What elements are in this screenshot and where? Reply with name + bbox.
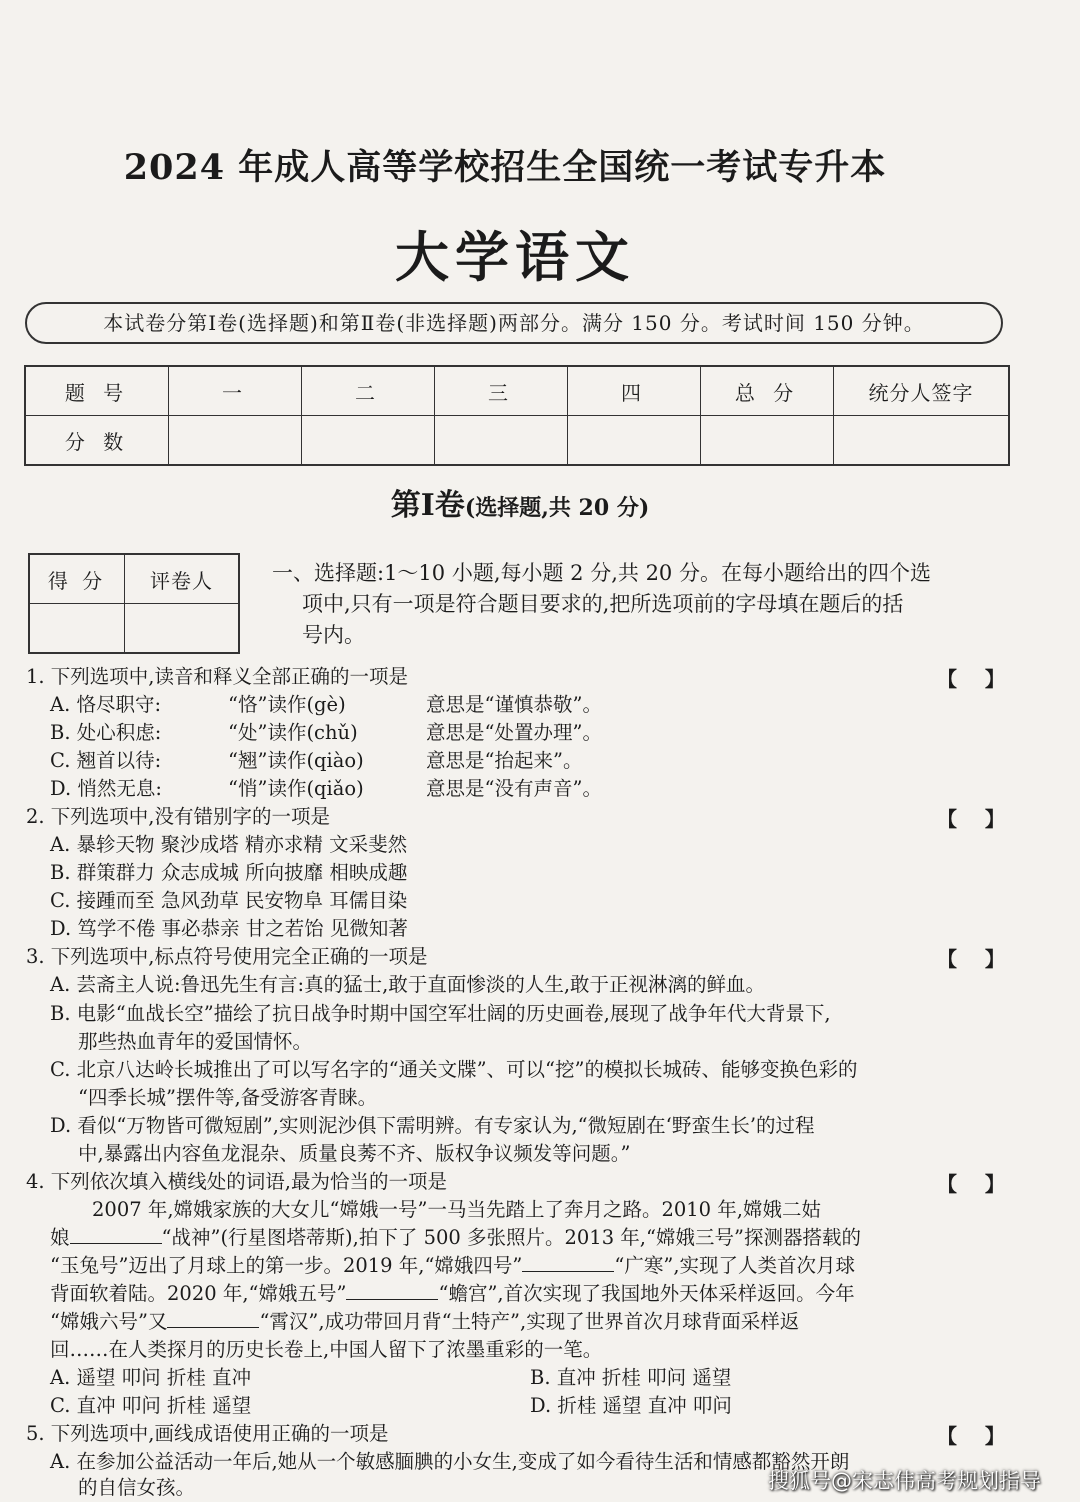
q4-answer-bracket[interactable]: 【 】 (937, 1172, 1005, 1196)
score-input-2[interactable] (302, 416, 435, 466)
q4-stem: 4. 下列依次填入横线处的词语,最为恰当的一项是 (26, 1170, 448, 1193)
q4-passage-line3: “玉兔号”迈出了月球上的第一步。2019 年,“嫦娥四号” “广寒”,实现了人类首次月球 (50, 1254, 856, 1277)
q4-passage-line6: 回……在人类探月的历史长卷上,中国人留下了浓墨重彩的一笔。 (50, 1338, 603, 1361)
q4-blank-4[interactable] (167, 1309, 259, 1328)
score-cell-signature: 统分人签字 (834, 366, 1010, 416)
grader-reviewer-label: 评卷人 (125, 554, 240, 604)
q5-option-a-line1: A. 在参加公益活动一年后,她从一个敏感腼腆的小女生,变成了如今看待生活和情感都豁然开朗 (50, 1450, 850, 1473)
q1-option-d: D. 悄然无息: “悄”读作(qiǎo) 意思是“没有声音”。 (50, 777, 602, 800)
q5-option-a-line2: 的自信女孩。 (78, 1476, 196, 1499)
part-title-main: 第Ⅰ卷 (390, 488, 465, 523)
q5-stem: 5. 下列选项中,画线成语使用正确的一项是 (26, 1422, 389, 1445)
q2-option-d: D. 笃学不倦 事必恭亲 甘之若饴 见微知著 (50, 917, 408, 940)
q2-answer-bracket[interactable]: 【 】 (937, 807, 1005, 831)
q4-passage-line1: 2007 年,嫦娥家族的大女儿“嫦娥一号”一马当先踏上了奔月之路。2010 年,嫦娥二姑 (92, 1198, 821, 1221)
score-input-signature[interactable] (834, 416, 1010, 466)
q2-option-b: B. 群策群力 众志成城 所向披靡 相映成趣 (50, 861, 408, 884)
score-input-1[interactable] (169, 416, 302, 466)
score-cell-col3: 三 (435, 366, 568, 416)
q3-option-b-line2: 那些热血青年的爱国情怀。 (78, 1030, 313, 1053)
score-table (24, 365, 1010, 466)
q4-option-b: B. 直冲 折桂 叩问 遥望 (530, 1366, 732, 1389)
section-line-2: 项中,只有一项是符合题目要求的,把所选项前的字母填在题后的括 (302, 592, 904, 616)
score-cell-col4: 四 (568, 366, 701, 416)
q1-option-a: A. 恪尽职守: “恪”读作(gè) 意思是“谨慎恭敬”。 (50, 693, 602, 716)
q2-stem: 2. 下列选项中,没有错别字的一项是 (26, 805, 331, 828)
q3-option-d-line1: D. 看似“万物皆可微短剧”,实则泥沙俱下需明辨。有专家认为,“微短剧在‘野蛮生长’的过程 (50, 1114, 815, 1137)
q2-option-a: A. 暴轸天物 聚沙成塔 精亦求精 文采斐然 (50, 833, 408, 856)
q4-passage-line5: “嫦娥六号”又 “霄汉”,成功带回月背“土特产”,实现了世界首次月球背面采样返 (50, 1310, 800, 1333)
q2-option-c: C. 接踵而至 急风劲草 民安物阜 耳儒目染 (50, 889, 408, 912)
grader-score-label: 得 分 (29, 554, 125, 604)
q4-blank-2[interactable] (522, 1253, 614, 1272)
section-line-1: 一、选择题:1～10 小题,每小题 2 分,共 20 分。在每小题给出的四个选 (272, 561, 931, 585)
q4-blank-1[interactable] (70, 1225, 162, 1244)
exam-notice: 本试卷分第Ⅰ卷(选择题)和第Ⅱ卷(非选择题)两部分。满分 150 分。考试时间 150 分钟。 (25, 302, 1003, 344)
q3-option-c-line1: C. 北京八达岭长城推出了可以写名字的“通关文牒”、可以“挖”的模拟长城砖、能够变换色彩的 (50, 1058, 858, 1081)
q1-answer-bracket[interactable]: 【 】 (937, 667, 1005, 691)
q4-option-a: A. 遥望 叩问 折桂 直冲 (50, 1366, 252, 1389)
q3-option-b-line1: B. 电影“血战长空”描绘了抗日战争时期中国空军壮阔的历史画卷,展现了战争年代大背景下, (50, 1002, 831, 1025)
score-input-4[interactable] (568, 416, 701, 466)
score-table-header-row (25, 366, 1009, 416)
grader-table (28, 553, 240, 654)
grader-reviewer-input[interactable] (125, 604, 240, 654)
q3-answer-bracket[interactable]: 【 】 (937, 947, 1005, 971)
score-cell-col2: 二 (302, 366, 435, 416)
section-line-3: 号内。 (302, 623, 365, 647)
q4-passage-line4: 背面软着陆。2020 年,“嫦娥五号” “蟾宫”,首次实现了我国地外天体采样返回。今年 (50, 1282, 855, 1305)
part-title (0, 480, 1040, 524)
q1-option-c: C. 翘首以待: “翘”读作(qiào) 意思是“抬起来”。 (50, 749, 583, 772)
score-table-value-row (25, 416, 1009, 466)
score-cell-label: 题 号 (25, 366, 169, 416)
subject-title: 大学语文 (395, 225, 635, 289)
q3-option-c-line2: “四季长城”摆件等,备受游客青睐。 (78, 1086, 378, 1109)
q4-passage-line2: 娘 “战神”(行星图塔蒂斯),拍下了 500 多张照片。2013 年,“嫦娥三号”探测器搭载的 (50, 1226, 861, 1249)
q3-option-d-line2: 中,暴露出内容鱼龙混杂、质量良莠不齐、版权争议频发等问题。” (78, 1142, 631, 1165)
q1-option-b: B. 处心积虑: “处”读作(chǔ) 意思是“处置办理”。 (50, 721, 602, 744)
q4-option-c: C. 直冲 叩问 折桂 遥望 (50, 1394, 252, 1417)
q4-blank-3[interactable] (346, 1281, 438, 1300)
q5-answer-bracket[interactable]: 【 】 (937, 1424, 1005, 1448)
score-cell-total: 总 分 (701, 366, 834, 416)
score-row-label: 分 数 (25, 416, 169, 466)
exam-title: 2024 年成人高等学校招生全国统一考试专升本 (123, 147, 887, 188)
score-input-total[interactable] (701, 416, 834, 466)
source-watermark: 搜狐号@宋志伟高考规划指导 (768, 1469, 1041, 1493)
score-cell-col1: 一 (169, 366, 302, 416)
grader-score-input[interactable] (29, 604, 125, 654)
section-instructions (272, 558, 1012, 651)
score-input-3[interactable] (435, 416, 568, 466)
q3-option-a: A. 芸斋主人说:鲁迅先生有言:真的猛士,敢于直面惨淡的人生,敢于正视淋漓的鲜血。 (50, 973, 766, 996)
part-title-sub: (选择题,共 20 分) (464, 495, 650, 521)
q3-stem: 3. 下列选项中,标点符号使用完全正确的一项是 (26, 945, 428, 968)
q1-stem: 1. 下列选项中,读音和释义全部正确的一项是 (26, 665, 409, 688)
q4-option-d: D. 折桂 遥望 直冲 叩问 (530, 1394, 732, 1417)
